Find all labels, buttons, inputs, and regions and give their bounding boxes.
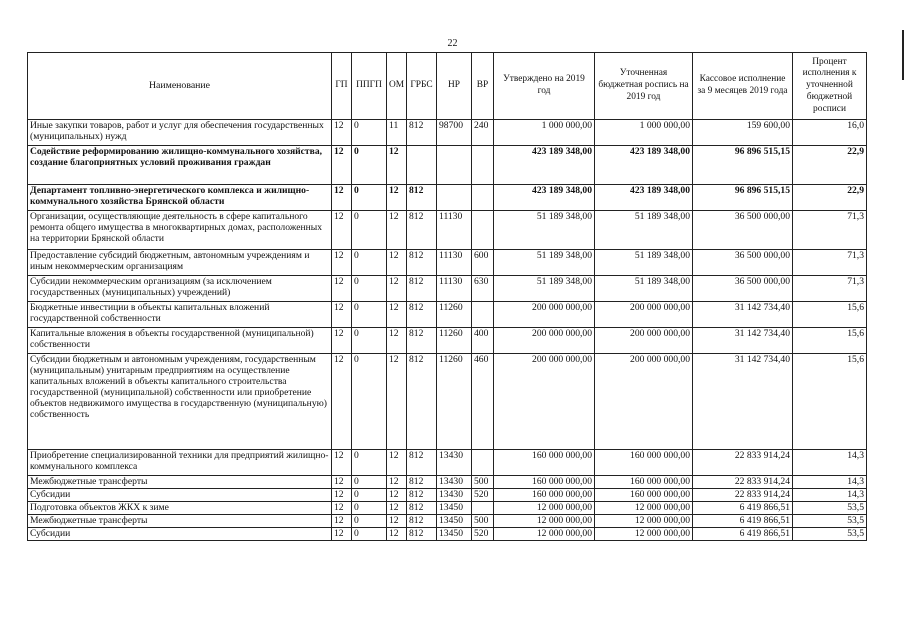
row-cash: 22 833 914,24 — [693, 489, 793, 502]
header-vr: ВР — [472, 53, 494, 120]
row-grbs: 812 — [407, 354, 437, 450]
row-refined: 51 189 348,00 — [595, 276, 693, 302]
row-name: Субсидии бюджетным и автономным учреждениям, государственным (муниципальным) унитарным предприятиям на осуществление капитальных вложений в объекты капитального строительства государственной (муниципальной) собственности или приобретение объектов недвижимого имущества в государственную (муниципальную) собственность — [28, 354, 332, 450]
row-approved: 160 000 000,00 — [494, 476, 595, 489]
row-om: 12 — [387, 489, 407, 502]
row-np: 13450 — [437, 515, 472, 528]
row-approved: 200 000 000,00 — [494, 354, 595, 450]
row-ppgp: 0 — [352, 185, 387, 211]
row-grbs: 812 — [407, 120, 437, 146]
row-approved: 51 189 348,00 — [494, 211, 595, 250]
row-gp: 12 — [332, 528, 352, 541]
row-name: Департамент топливно-энергетического комплекса и жилищно-коммунального хозяйства Брянской области — [28, 185, 332, 211]
row-name: Организации, осуществляющие деятельность в сфере капитального ремонта общего имущества в многоквартирных домах, расположенных на территории Брянской области — [28, 211, 332, 250]
table-row — [28, 328, 867, 354]
row-percent: 71,3 — [793, 211, 867, 250]
row-om: 12 — [387, 328, 407, 354]
row-om: 12 — [387, 250, 407, 276]
row-grbs: 812 — [407, 476, 437, 489]
row-grbs: 812 — [407, 489, 437, 502]
row-gp: 12 — [332, 328, 352, 354]
row-vr — [472, 146, 494, 185]
row-vr: 630 — [472, 276, 494, 302]
row-name: Приобретение специализированной техники для предприятий жилищно-коммунального комплекса — [28, 450, 332, 476]
row-ppgp: 0 — [352, 354, 387, 450]
row-name: Подготовка объектов ЖКХ к зиме — [28, 502, 332, 515]
row-np: 13430 — [437, 450, 472, 476]
row-om: 11 — [387, 120, 407, 146]
table-row — [28, 250, 867, 276]
header-name: Наименование — [28, 53, 332, 120]
row-refined: 160 000 000,00 — [595, 450, 693, 476]
table-row — [28, 211, 867, 250]
row-approved: 12 000 000,00 — [494, 515, 595, 528]
row-gp: 12 — [332, 185, 352, 211]
table-row — [28, 120, 867, 146]
row-refined: 51 189 348,00 — [595, 250, 693, 276]
row-refined: 12 000 000,00 — [595, 502, 693, 515]
header-om: ОМ — [387, 53, 407, 120]
row-om: 12 — [387, 515, 407, 528]
row-gp: 12 — [332, 302, 352, 328]
row-om: 12 — [387, 528, 407, 541]
row-refined: 51 189 348,00 — [595, 211, 693, 250]
row-ppgp: 0 — [352, 146, 387, 185]
row-ppgp: 0 — [352, 276, 387, 302]
header-row — [28, 53, 867, 120]
row-ppgp: 0 — [352, 476, 387, 489]
row-vr — [472, 502, 494, 515]
row-name: Капитальные вложения в объекты государственной (муниципальной) собственности — [28, 328, 332, 354]
table-body — [28, 120, 867, 541]
row-cash: 96 896 515,15 — [693, 146, 793, 185]
row-np: 11130 — [437, 211, 472, 250]
table-row — [28, 276, 867, 302]
row-percent: 14,3 — [793, 450, 867, 476]
row-gp: 12 — [332, 476, 352, 489]
row-name: Межбюджетные трансферты — [28, 515, 332, 528]
row-np: 13450 — [437, 528, 472, 541]
table-row — [28, 450, 867, 476]
row-cash: 22 833 914,24 — [693, 450, 793, 476]
row-name: Межбюджетные трансферты — [28, 476, 332, 489]
row-percent: 53,5 — [793, 528, 867, 541]
row-gp: 12 — [332, 146, 352, 185]
row-cash: 6 419 866,51 — [693, 515, 793, 528]
row-cash: 36 500 000,00 — [693, 211, 793, 250]
row-cash: 31 142 734,40 — [693, 302, 793, 328]
header-refined: Уточненная бюджетная роспись на 2019 год — [595, 53, 693, 120]
row-gp: 12 — [332, 354, 352, 450]
row-name: Иные закупки товаров, работ и услуг для обеспечения государственных (муниципальных) нужд — [28, 120, 332, 146]
table-row — [28, 476, 867, 489]
row-gp: 12 — [332, 276, 352, 302]
row-np: 13450 — [437, 502, 472, 515]
row-percent: 53,5 — [793, 502, 867, 515]
row-cash: 22 833 914,24 — [693, 476, 793, 489]
row-cash: 36 500 000,00 — [693, 276, 793, 302]
row-om: 12 — [387, 354, 407, 450]
row-om: 12 — [387, 146, 407, 185]
row-percent: 71,3 — [793, 250, 867, 276]
row-om: 12 — [387, 185, 407, 211]
row-ppgp: 0 — [352, 528, 387, 541]
row-np: 11260 — [437, 328, 472, 354]
row-grbs: 812 — [407, 211, 437, 250]
row-ppgp: 0 — [352, 328, 387, 354]
row-name: Субсидии — [28, 528, 332, 541]
row-refined: 200 000 000,00 — [595, 354, 693, 450]
row-np: 13430 — [437, 476, 472, 489]
row-ppgp: 0 — [352, 120, 387, 146]
header-grbs: ГРБС — [407, 53, 437, 120]
table-row — [28, 146, 867, 185]
row-vr: 400 — [472, 328, 494, 354]
row-np: 13430 — [437, 489, 472, 502]
row-om: 12 — [387, 450, 407, 476]
row-np: 11260 — [437, 302, 472, 328]
row-grbs: 812 — [407, 528, 437, 541]
row-approved: 51 189 348,00 — [494, 250, 595, 276]
row-approved: 200 000 000,00 — [494, 302, 595, 328]
header-ppgp: ППГП — [352, 53, 387, 120]
row-gp: 12 — [332, 502, 352, 515]
row-approved: 200 000 000,00 — [494, 328, 595, 354]
row-np — [437, 185, 472, 211]
row-vr: 460 — [472, 354, 494, 450]
row-gp: 12 — [332, 450, 352, 476]
row-gp: 12 — [332, 489, 352, 502]
row-refined: 423 189 348,00 — [595, 185, 693, 211]
row-approved: 12 000 000,00 — [494, 528, 595, 541]
row-gp: 12 — [332, 120, 352, 146]
row-grbs: 812 — [407, 450, 437, 476]
row-om: 12 — [387, 502, 407, 515]
row-approved: 160 000 000,00 — [494, 450, 595, 476]
row-percent: 16,0 — [793, 120, 867, 146]
row-grbs: 812 — [407, 276, 437, 302]
row-ppgp: 0 — [352, 502, 387, 515]
row-approved: 423 189 348,00 — [494, 185, 595, 211]
row-vr — [472, 211, 494, 250]
row-gp: 12 — [332, 515, 352, 528]
row-np: 98700 — [437, 120, 472, 146]
row-refined: 12 000 000,00 — [595, 515, 693, 528]
row-cash: 31 142 734,40 — [693, 328, 793, 354]
row-om: 12 — [387, 302, 407, 328]
row-cash: 36 500 000,00 — [693, 250, 793, 276]
row-np: 11130 — [437, 276, 472, 302]
row-np — [437, 146, 472, 185]
row-name: Бюджетные инвестиции в объекты капитальных вложений государственной собственности — [28, 302, 332, 328]
row-grbs: 812 — [407, 515, 437, 528]
table-row — [28, 502, 867, 515]
row-percent: 71,3 — [793, 276, 867, 302]
row-gp: 12 — [332, 250, 352, 276]
header-gp: ГП — [332, 53, 352, 120]
row-approved: 12 000 000,00 — [494, 502, 595, 515]
row-percent: 22,9 — [793, 185, 867, 211]
row-approved: 160 000 000,00 — [494, 489, 595, 502]
row-percent: 14,3 — [793, 476, 867, 489]
page-number: 22 — [447, 38, 458, 49]
row-refined: 200 000 000,00 — [595, 302, 693, 328]
table-row — [28, 302, 867, 328]
row-percent: 15,6 — [793, 302, 867, 328]
row-ppgp: 0 — [352, 302, 387, 328]
row-name: Предоставление субсидий бюджетным, автономным учреждениям и иным некоммерческим организациям — [28, 250, 332, 276]
row-gp: 12 — [332, 211, 352, 250]
header-percent: Процент исполнения к уточненной бюджетной росписи — [793, 53, 867, 120]
row-refined: 12 000 000,00 — [595, 528, 693, 541]
header-np: НР — [437, 53, 472, 120]
row-ppgp: 0 — [352, 450, 387, 476]
row-cash: 96 896 515,15 — [693, 185, 793, 211]
row-vr: 520 — [472, 489, 494, 502]
row-ppgp: 0 — [352, 489, 387, 502]
row-om: 12 — [387, 276, 407, 302]
row-percent: 15,6 — [793, 328, 867, 354]
row-refined: 160 000 000,00 — [595, 489, 693, 502]
row-vr: 500 — [472, 476, 494, 489]
row-refined: 423 189 348,00 — [595, 146, 693, 185]
row-name: Субсидии — [28, 489, 332, 502]
row-percent: 53,5 — [793, 515, 867, 528]
row-vr — [472, 185, 494, 211]
row-grbs — [407, 146, 437, 185]
row-name: Субсидии некоммерческим организациям (за исключением государственных (муниципальных) учреждений) — [28, 276, 332, 302]
page-edge-line — [902, 30, 904, 80]
row-cash: 6 419 866,51 — [693, 528, 793, 541]
row-om: 12 — [387, 211, 407, 250]
table-row — [28, 515, 867, 528]
row-vr: 500 — [472, 515, 494, 528]
row-cash: 31 142 734,40 — [693, 354, 793, 450]
row-grbs: 812 — [407, 328, 437, 354]
row-om: 12 — [387, 476, 407, 489]
row-ppgp: 0 — [352, 211, 387, 250]
header-cash: Кассовое исполнение за 9 месяцев 2019 года — [693, 53, 793, 120]
row-approved: 1 000 000,00 — [494, 120, 595, 146]
row-percent: 14,3 — [793, 489, 867, 502]
row-vr: 520 — [472, 528, 494, 541]
table-row — [28, 489, 867, 502]
row-vr: 240 — [472, 120, 494, 146]
row-approved: 51 189 348,00 — [494, 276, 595, 302]
budget-table — [27, 52, 867, 541]
header-approved: Утверждено на 2019 год — [494, 53, 595, 120]
row-np: 11260 — [437, 354, 472, 450]
row-grbs: 812 — [407, 250, 437, 276]
row-cash: 6 419 866,51 — [693, 502, 793, 515]
row-ppgp: 0 — [352, 250, 387, 276]
row-name: Содействие реформированию жилищно-коммунального хозяйства, создание благоприятных условий проживания граждан — [28, 146, 332, 185]
row-vr: 600 — [472, 250, 494, 276]
row-grbs: 812 — [407, 302, 437, 328]
row-grbs: 812 — [407, 502, 437, 515]
row-refined: 200 000 000,00 — [595, 328, 693, 354]
row-approved: 423 189 348,00 — [494, 146, 595, 185]
row-grbs: 812 — [407, 185, 437, 211]
row-refined: 1 000 000,00 — [595, 120, 693, 146]
table-row — [28, 185, 867, 211]
table-row — [28, 528, 867, 541]
row-np: 11130 — [437, 250, 472, 276]
row-vr — [472, 302, 494, 328]
table-row — [28, 354, 867, 450]
row-cash: 159 600,00 — [693, 120, 793, 146]
row-refined: 160 000 000,00 — [595, 476, 693, 489]
row-percent: 22,9 — [793, 146, 867, 185]
row-ppgp: 0 — [352, 515, 387, 528]
row-percent: 15,6 — [793, 354, 867, 450]
row-vr — [472, 450, 494, 476]
